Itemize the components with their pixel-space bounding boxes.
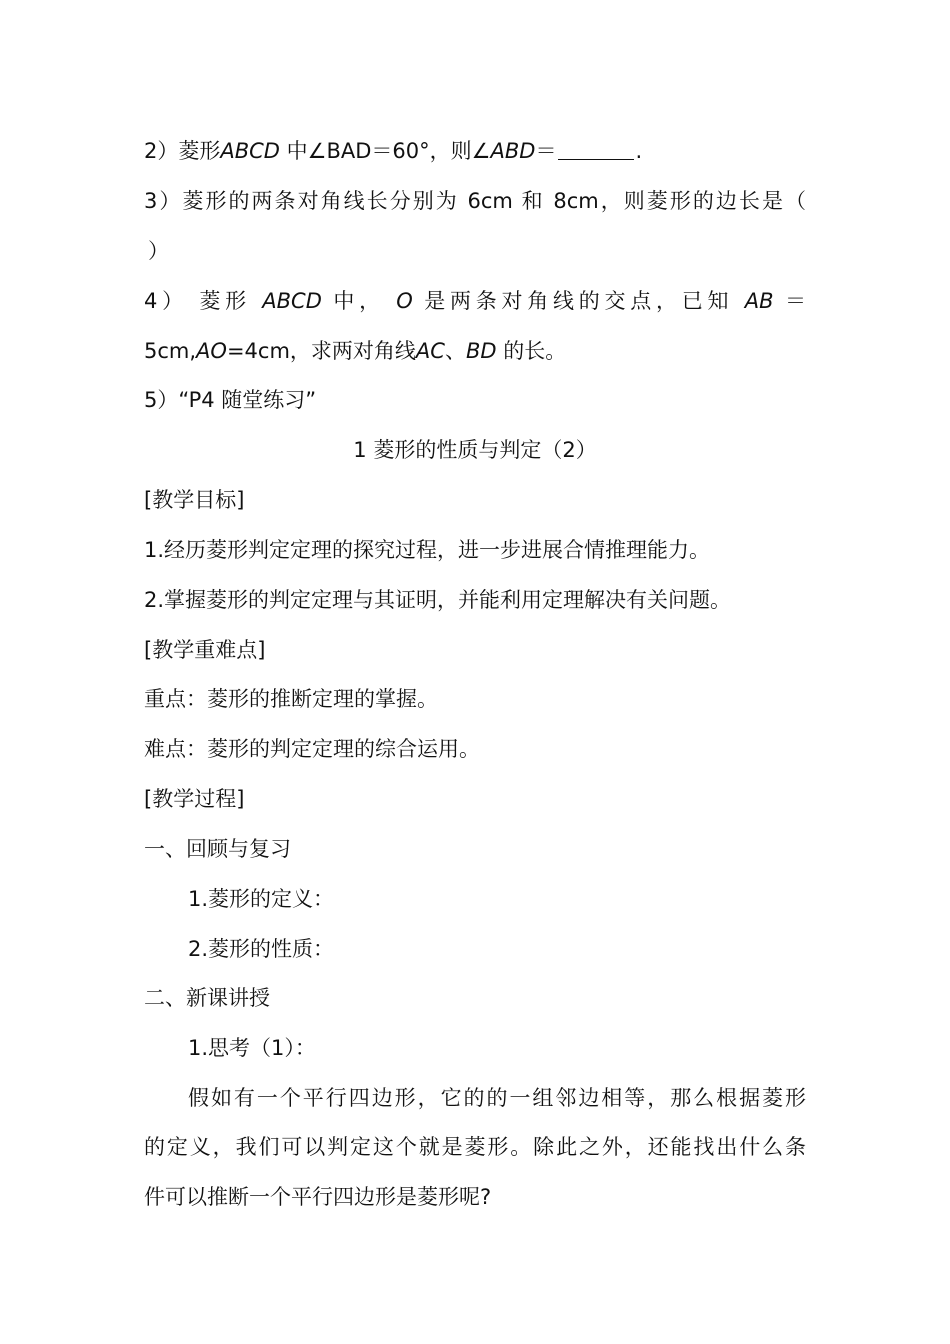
exercise-text: ＝ — [535, 139, 557, 163]
key-point-focus: 重点：菱形的推断定理的掌握。 — [144, 687, 438, 711]
objective-item-1: 1.经历菱形判定定理的探究过程，进一步进展合情推理能力。 — [144, 538, 711, 562]
objective-item-2: 2.掌握菱形的判定定理与其证明，并能利用定理解决有关问题。 — [144, 588, 732, 612]
math-var-abcd: ABCD — [220, 139, 280, 163]
math-var-bd: BD — [465, 339, 497, 363]
exercise-text: ＝ — [784, 289, 806, 313]
math-var-abcd: ABCD — [262, 289, 322, 313]
answer-blank — [558, 139, 634, 160]
math-var-ab: AB — [744, 289, 774, 313]
exercise-3-line-2: ） — [148, 239, 169, 263]
exercise-text: 菱形 — [199, 289, 251, 313]
review-item-1: 1.菱形的定义： — [188, 887, 335, 911]
exercise-text: 5cm, — [144, 339, 197, 363]
exercise-4-line-2 — [144, 336, 806, 366]
exercise-text: 菱形 — [178, 139, 221, 163]
exercise-5: 5）“P4 随堂练习” — [144, 388, 317, 412]
objectives-heading: [教学目标] — [144, 488, 245, 512]
exercise-text: 中∠BAD＝60°，则∠ — [279, 139, 491, 163]
exercise-text: 是两条对角线的交点，已知 — [424, 289, 734, 313]
exercise-number: 4） — [144, 289, 188, 313]
think-paragraph-line-3: 件可以推断一个平行四边形是菱形呢? — [144, 1185, 492, 1209]
think-title: 1.思考（1）： — [188, 1036, 316, 1060]
review-item-2: 2.菱形的性质： — [188, 937, 335, 961]
part-1-title: 一、回顾与复习 — [144, 837, 291, 861]
exercise-2 — [144, 136, 806, 166]
exercise-4-line-1 — [144, 286, 806, 316]
key-points-heading: [教学重难点] — [144, 638, 266, 662]
math-var-abd: ABD — [490, 139, 536, 163]
exercise-number: 2） — [144, 139, 179, 163]
part-2-title: 二、新课讲授 — [144, 986, 270, 1010]
think-paragraph-line-1: 假如有一个平行四边形，它的的一组邻边相等，那么根据菱形 — [188, 1086, 806, 1110]
key-point-difficulty: 难点：菱形的判定定理的综合运用。 — [144, 737, 480, 761]
exercise-text: 中， — [333, 289, 385, 313]
section-title: 1 菱形的性质与判定（2） — [353, 438, 597, 462]
think-paragraph-line-2: 的定义，我们可以判定这个就是菱形。除此之外，还能找出什么条 — [144, 1135, 806, 1159]
math-var-ac: AC — [415, 339, 445, 363]
exercise-text: . — [635, 139, 643, 163]
exercise-text: 的长。 — [496, 339, 567, 363]
exercise-text: 、 — [444, 339, 466, 363]
exercise-text: =4cm，求两对角线 — [226, 339, 416, 363]
math-var-o: O — [396, 289, 413, 313]
exercise-3-line-1: 3）菱形的两条对角线长分别为 6cm 和 8cm，则菱形的边长是（ — [144, 189, 806, 213]
math-var-ao: AO — [196, 339, 227, 363]
process-heading: [教学过程] — [144, 787, 245, 811]
